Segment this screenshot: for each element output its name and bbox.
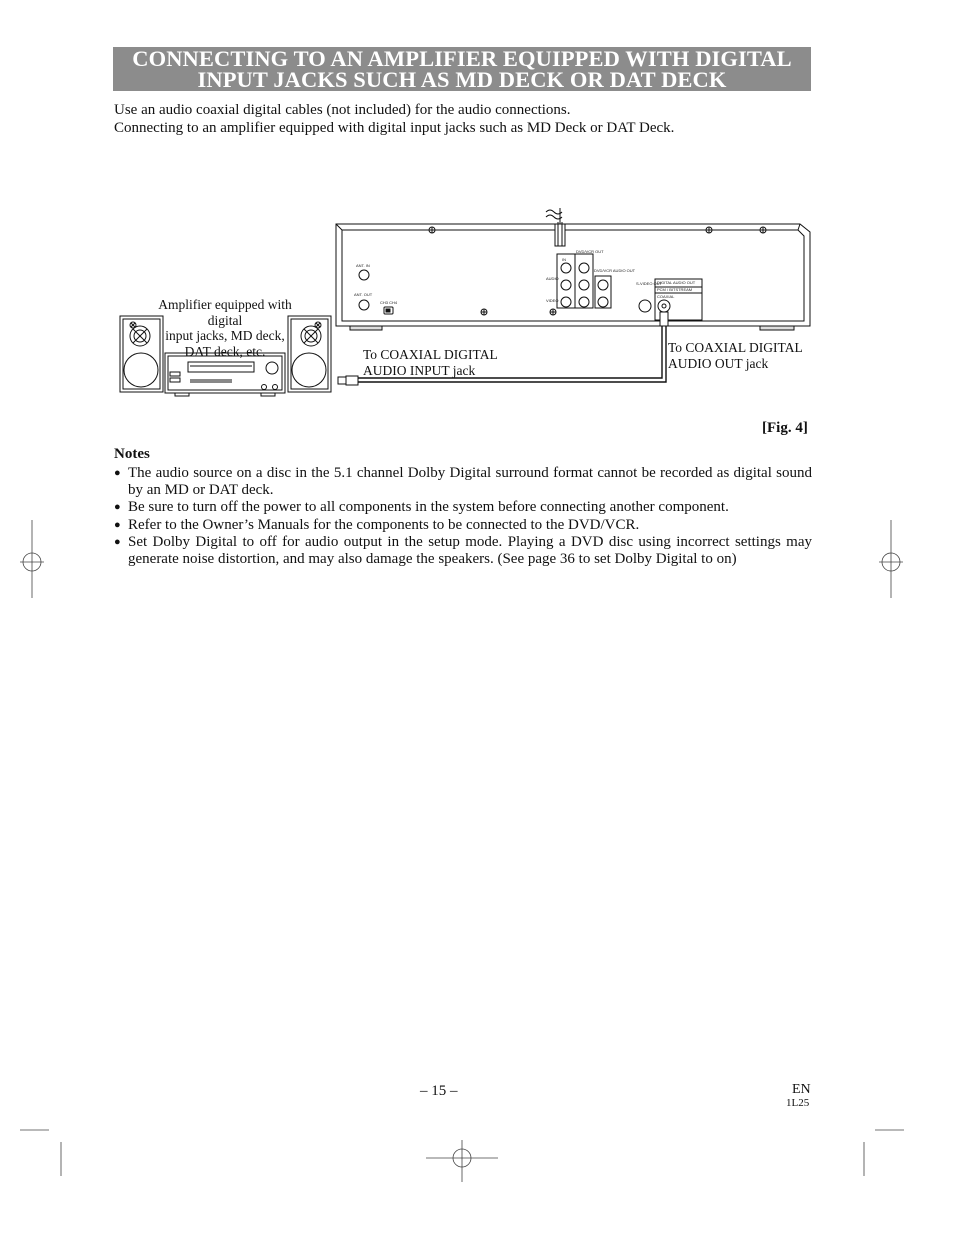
list-item: ● The audio source on a disc in the 5.1 channel Dolby Digital surround format cannot be recorded as digital sound by an MD or DAT deck. <box>114 465 812 498</box>
bullet-icon: ● <box>114 518 121 531</box>
dvd-audio-out-label: DVD/VCR AUDIO OUT <box>594 268 636 273</box>
list-item: ● Set Dolby Digital to off for audio output in the setup mode. Playing a DVD disc using incorrect settings may generate noise distortion, and may also damage the speakers. (See page 36 to set Dolby Digital to on) <box>114 534 812 567</box>
list-item: ● Refer to the Owner’s Manuals for the components to be connected to the DVD/VCR. <box>114 516 640 533</box>
bullet-icon: ● <box>114 467 121 479</box>
output-jack-label: To COAXIAL DIGITAL AUDIO OUT jack <box>668 340 803 371</box>
list-item: ● Be sure to turn off the power to all components in the system before connecting another component. <box>114 499 729 515</box>
input-jack-label: To COAXIAL DIGITAL AUDIO INPUT jack <box>363 347 498 378</box>
ch-label: CH3 CH4 <box>380 300 398 305</box>
pcm-bitstream-label: PCM / BITSTREAM <box>657 287 693 292</box>
amplifier-label: Amplifier equipped with digital input jacks, MD deck, DAT deck, etc. <box>158 297 292 359</box>
s-video-out-label: S-VIDEO OUT <box>636 281 663 286</box>
dvd-vcr-out-label: DVD/VCR OUT <box>576 249 604 254</box>
bullet-icon: ● <box>114 501 121 513</box>
notes-heading: Notes <box>114 446 150 462</box>
crosshair-icon <box>879 520 903 598</box>
crosshair-icon <box>20 520 44 598</box>
intro-line-2: Connecting to an amplifier equipped with digital input jacks such as MD Deck or DAT Deck. <box>114 119 675 136</box>
intro-line-1: Use an audio coaxial digital cables (not included) for the audio connections. <box>114 102 571 118</box>
video-label: VIDEO <box>546 298 559 303</box>
title-line-1: CONNECTING TO AN AMPLIFIER EQUIPPED WITH DIGITAL <box>132 46 792 71</box>
in-label: IN <box>562 257 566 262</box>
figure-caption: [Fig. 4] <box>762 420 808 436</box>
coaxial-label: COAXIAL <box>657 294 675 299</box>
audio-label: AUDIO <box>546 276 559 281</box>
ant-out-label: ANT. OUT <box>354 292 373 297</box>
language-code: EN <box>792 1082 811 1097</box>
page-number: – 15 – <box>420 1083 458 1099</box>
crosshair-icon <box>426 1140 498 1182</box>
bullet-icon: ● <box>114 536 121 548</box>
digital-audio-out-label: DIGITAL AUDIO OUT <box>657 280 696 285</box>
title-line-2: INPUT JACKS SUCH AS MD DECK OR DAT DECK <box>197 67 727 92</box>
model-code: 1L25 <box>786 1097 810 1109</box>
ant-in-label: ANT. IN <box>356 263 370 268</box>
